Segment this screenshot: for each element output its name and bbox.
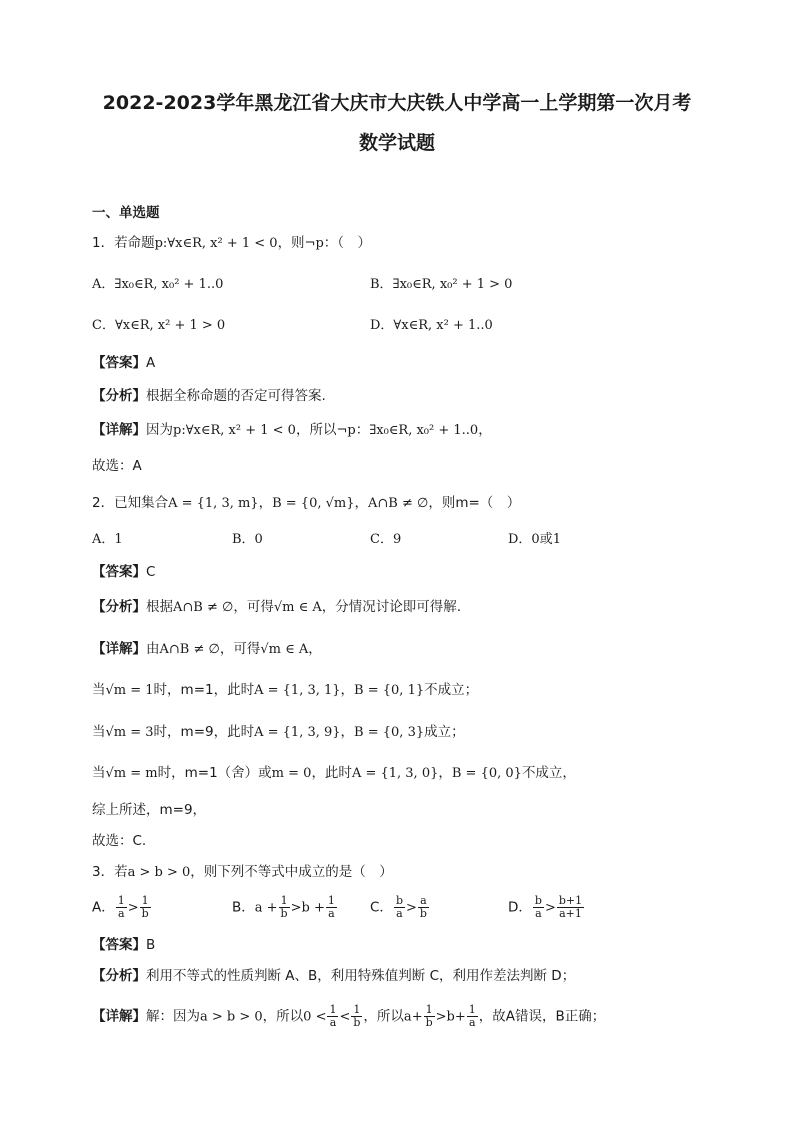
q3-option-b: B．a + $\frac{1}{b}$ >b + $\frac{1}{a}$ bbox=[232, 894, 335, 920]
q1-answer: 【答案】A bbox=[92, 355, 156, 371]
fraction: $\frac{1}{b}$ bbox=[141, 894, 149, 920]
q2-analysis: 【分析】根据A∩B ≠ ∅，可得√m ∈ A，分情况讨论即可得解. bbox=[92, 599, 462, 615]
q2-option-b: B．0 bbox=[232, 532, 263, 547]
q3-option-a: A． $\frac{1}{a}$ > $\frac{1}{b}$ bbox=[92, 894, 149, 920]
q3-detail: 【详解】解：因为a > b > 0，所以0 < $\frac{1}{a}$ < $\frac{1}{b}$ ，所以a+ $\frac{1}{b}$ >b+ $\frac{1}{a}$ ，故A错误，B正确； bbox=[92, 1003, 606, 1029]
fraction: $\frac{1}{b}$ bbox=[353, 1003, 361, 1029]
q2-option-c: C．9 bbox=[370, 532, 402, 547]
fraction: $\frac{a}{b}$ bbox=[419, 894, 427, 920]
fraction: $\frac{1}{b}$ bbox=[425, 1003, 433, 1029]
fraction: $\frac{1}{a}$ bbox=[468, 1003, 476, 1029]
q1-option-d: D．∀x∈R, x² + 1..0 bbox=[370, 318, 493, 333]
q3-option-d: D． $\frac{b}{a}$ > $\frac{b+1}{a+1}$ bbox=[508, 894, 583, 920]
q1-option-c: C．∀x∈R, x² + 1 > 0 bbox=[92, 318, 226, 333]
fraction: $\frac{b}{a}$ bbox=[395, 894, 403, 920]
q2-option-d: D．0或1 bbox=[508, 532, 561, 547]
q2-choose: 故选：C. bbox=[92, 833, 147, 849]
q2-case-1: 当√m = 1时，m=1，此时A = {1, 3, 1}，B = {0, 1}不成立； bbox=[92, 682, 479, 698]
q1-option-a: A．∃x₀∈R, x₀² + 1..0 bbox=[92, 277, 224, 292]
q1-analysis: 【分析】根据全称命题的否定可得答案. bbox=[92, 388, 326, 404]
fraction: $\frac{b}{a}$ bbox=[534, 894, 542, 920]
q1-stem: 1．若命题p:∀x∈R, x² + 1 < 0，则¬p：（ ） bbox=[92, 235, 372, 251]
q3-analysis: 【分析】利用不等式的性质判断 A、B，利用特殊值判断 C，利用作差法判断 D； bbox=[92, 968, 576, 984]
fraction: $\frac{1}{a}$ bbox=[327, 894, 335, 920]
q3-answer: 【答案】B bbox=[92, 937, 156, 953]
section-heading: 一、单选题 bbox=[92, 205, 160, 221]
q1-detail: 【详解】因为p:∀x∈R, x² + 1 < 0，所以¬p：∃x₀∈R, x₀² + 1..0， bbox=[92, 422, 492, 438]
doc-title-line1: 2022-2023学年黑龙江省大庆市大庆铁人中学高一上学期第一次月考 bbox=[102, 92, 692, 114]
q2-summary: 综上所述，m=9， bbox=[92, 802, 207, 818]
q1-choose: 故选：A bbox=[92, 458, 142, 474]
doc-title-line2: 数学试题 bbox=[358, 132, 435, 154]
q2-option-a: A．1 bbox=[92, 532, 123, 547]
q2-case-2: 当√m = 3时，m=9，此时A = {1, 3, 9}，B = {0, 3}成立； bbox=[92, 724, 465, 740]
fraction: $\frac{1}{a}$ bbox=[117, 894, 125, 920]
q2-case-3: 当√m = m时，m=1（舍）或m = 0，此时A = {1, 3, 0}，B = {0, 0}不成立， bbox=[92, 765, 576, 781]
q2-answer: 【答案】C bbox=[92, 564, 156, 580]
q2-detail: 【详解】由A∩B ≠ ∅，可得√m ∈ A， bbox=[92, 641, 322, 657]
fraction: $\frac{1}{b}$ bbox=[280, 894, 288, 920]
fraction: $\frac{1}{a}$ bbox=[329, 1003, 337, 1029]
q3-stem: 3．若a > b > 0，则下列不等式中成立的是（ ） bbox=[92, 864, 393, 880]
fraction: $\frac{b+1}{a+1}$ bbox=[558, 894, 583, 920]
q2-stem: 2．已知集合A = {1, 3, m}，B = {0, √m}，A∩B ≠ ∅，则m=（ ） bbox=[92, 495, 521, 511]
q1-option-b: B．∃x₀∈R, x₀² + 1 > 0 bbox=[370, 277, 513, 292]
q3-option-c: C． $\frac{b}{a}$ > $\frac{a}{b}$ bbox=[370, 894, 427, 920]
